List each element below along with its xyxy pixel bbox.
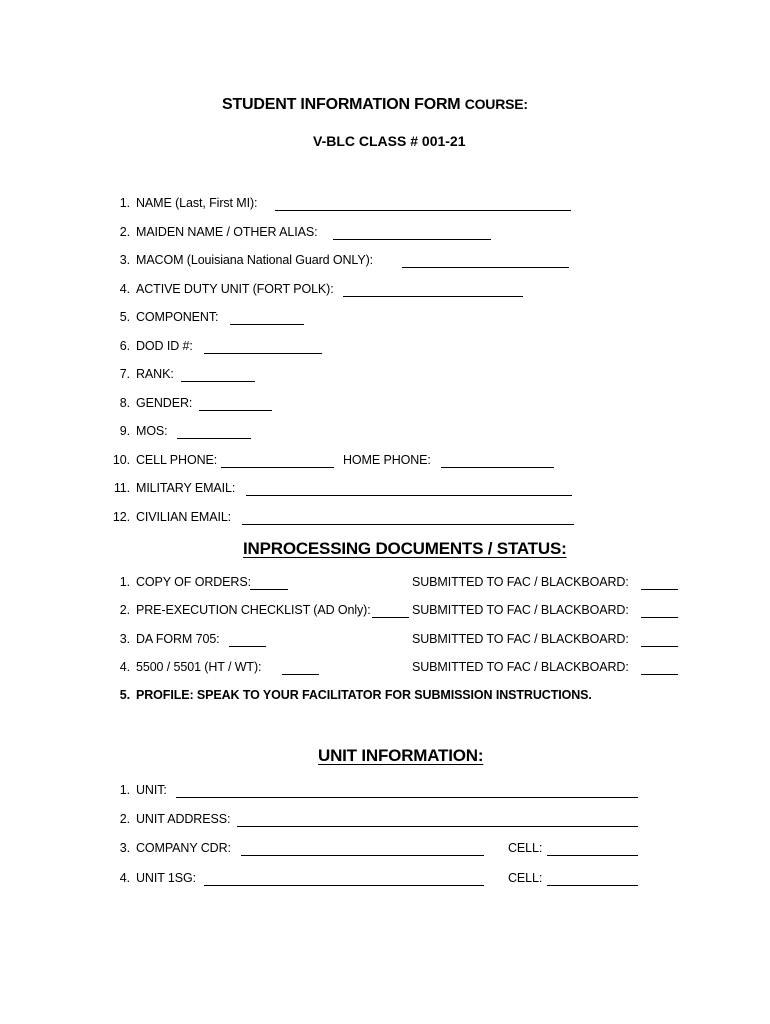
field-label: COMPANY CDR:: [136, 841, 231, 855]
unit-field-company-cdr: 3. COMPANY CDR:: [119, 841, 231, 855]
field-macom: 3. MACOM (Louisiana National Guard ONLY):: [119, 253, 374, 267]
field-label: NAME (Last, First MI):: [136, 196, 258, 210]
name-input-line[interactable]: [275, 210, 571, 211]
field-label: DOD ID #:: [136, 339, 193, 353]
unit-address-input-line[interactable]: [237, 826, 638, 827]
field-label: CIVILIAN EMAIL:: [136, 510, 232, 524]
civilian-email-input-line[interactable]: [242, 524, 574, 525]
home-phone-input-line[interactable]: [441, 467, 554, 468]
maiden-name-input-line[interactable]: [333, 239, 491, 240]
field-label: COMPONENT:: [136, 310, 219, 324]
field-label: MACOM (Louisiana National Guard ONLY):: [136, 253, 374, 267]
component-input-line[interactable]: [230, 324, 304, 325]
class-number: V-BLC CLASS # 001-21: [313, 133, 466, 149]
item-label: DA FORM 705:: [136, 632, 220, 646]
inprocessing-heading: INPROCESSING DOCUMENTS / STATUS:: [243, 539, 567, 558]
inprocessing-item-orders: 1. COPY OF ORDERS:: [119, 575, 251, 589]
inprocessing-item-checklist: 2. PRE-EXECUTION CHECKLIST (AD Only):: [119, 603, 371, 617]
company-cdr-input-line[interactable]: [241, 855, 484, 856]
field-label: ACTIVE DUTY UNIT (FORT POLK):: [136, 282, 334, 296]
field-label: RANK:: [136, 367, 174, 381]
field-civilian-email: 12. CIVILIAN EMAIL:: [112, 510, 232, 524]
form-title-text: STUDENT INFORMATION FORM: [222, 96, 461, 113]
checklist-status-label: SUBMITTED TO FAC / BLACKBOARD:: [412, 603, 629, 617]
profile-instruction: 5. PROFILE: SPEAK TO YOUR FACILITATOR FOR SUBMISSION INSTRUCTIONS.: [119, 688, 592, 702]
da705-check-line[interactable]: [229, 646, 266, 647]
profile-text: PROFILE: SPEAK TO YOUR FACILITATOR FOR SUBMISSION INSTRUCTIONS.: [136, 688, 592, 702]
rank-input-line[interactable]: [181, 381, 255, 382]
field-cell-phone: 10. CELL PHONE:: [112, 453, 218, 467]
htwt-status-line[interactable]: [641, 674, 678, 675]
company-cdr-cell-input-line[interactable]: [547, 855, 638, 856]
field-maiden-name: 2. MAIDEN NAME / OTHER ALIAS:: [119, 225, 318, 239]
field-label: MAIDEN NAME / OTHER ALIAS:: [136, 225, 318, 239]
orders-status-line[interactable]: [641, 589, 678, 590]
field-military-email: 11. MILITARY EMAIL:: [113, 481, 236, 495]
form-title-course: COURSE:: [464, 96, 528, 112]
item-label: COPY OF ORDERS:: [136, 575, 251, 589]
field-label: UNIT:: [136, 783, 167, 797]
dod-id-input-line[interactable]: [204, 353, 322, 354]
orders-status-label: SUBMITTED TO FAC / BLACKBOARD:: [412, 575, 629, 589]
field-mos: 9. MOS:: [119, 424, 168, 438]
field-home-phone: HOME PHONE:: [343, 453, 431, 467]
unit-1sg-cell-label: CELL:: [508, 871, 543, 885]
inprocessing-item-htwt: 4. 5500 / 5501 (HT / WT):: [119, 660, 262, 674]
field-name: 1. NAME (Last, First MI):: [119, 196, 258, 210]
field-label: MOS:: [136, 424, 168, 438]
item-label: PRE-EXECUTION CHECKLIST (AD Only):: [136, 603, 371, 617]
cell-phone-input-line[interactable]: [221, 467, 334, 468]
gender-input-line[interactable]: [199, 410, 272, 411]
checklist-check-line[interactable]: [372, 617, 409, 618]
unit-1sg-cell-input-line[interactable]: [547, 885, 638, 886]
field-label: GENDER:: [136, 396, 193, 410]
military-email-input-line[interactable]: [246, 495, 572, 496]
field-rank: 7. RANK:: [119, 367, 174, 381]
htwt-status-label: SUBMITTED TO FAC / BLACKBOARD:: [412, 660, 629, 674]
field-label: UNIT 1SG:: [136, 871, 196, 885]
active-duty-unit-input-line[interactable]: [343, 296, 523, 297]
unit-field-1sg: 4. UNIT 1SG:: [119, 871, 196, 885]
field-label: UNIT ADDRESS:: [136, 812, 231, 826]
da705-status-label: SUBMITTED TO FAC / BLACKBOARD:: [412, 632, 629, 646]
orders-check-line[interactable]: [250, 589, 288, 590]
unit-1sg-input-line[interactable]: [204, 885, 484, 886]
field-active-duty-unit: 4. ACTIVE DUTY UNIT (FORT POLK):: [119, 282, 334, 296]
form-title: [222, 96, 528, 114]
company-cdr-cell-label: CELL:: [508, 841, 543, 855]
unit-heading: UNIT INFORMATION:: [318, 746, 484, 765]
da705-status-line[interactable]: [641, 646, 678, 647]
field-label: CELL PHONE:: [136, 453, 218, 467]
item-label: 5500 / 5501 (HT / WT):: [136, 660, 262, 674]
unit-field-unit: 1. UNIT:: [119, 783, 167, 797]
checklist-status-line[interactable]: [641, 617, 678, 618]
macom-input-line[interactable]: [402, 267, 569, 268]
field-gender: 8. GENDER:: [119, 396, 193, 410]
field-component: 5. COMPONENT:: [119, 310, 219, 324]
unit-input-line[interactable]: [176, 797, 638, 798]
unit-field-address: 2. UNIT ADDRESS:: [119, 812, 231, 826]
mos-input-line[interactable]: [177, 438, 251, 439]
field-label: MILITARY EMAIL:: [136, 481, 236, 495]
htwt-check-line[interactable]: [282, 674, 319, 675]
inprocessing-item-da705: 3. DA FORM 705:: [119, 632, 220, 646]
field-dod-id: 6. DOD ID #:: [119, 339, 193, 353]
